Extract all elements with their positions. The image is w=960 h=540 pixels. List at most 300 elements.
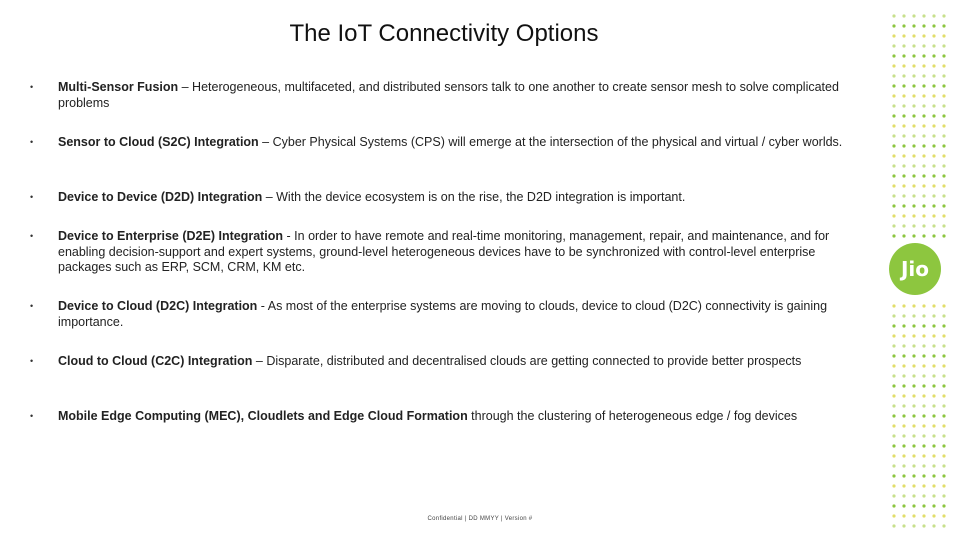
decorative-dot [922, 484, 925, 487]
decorative-dot [892, 134, 895, 137]
decorative-dot [892, 444, 895, 447]
decorative-dot [892, 464, 895, 467]
decorative-dot [892, 304, 895, 307]
decorative-dot [932, 174, 935, 177]
bullet-text: through the clustering of heterogeneous edge / fog devices [467, 409, 798, 423]
decorative-dot [942, 34, 945, 37]
decorative-dot [922, 44, 925, 47]
decorative-dot [892, 474, 895, 477]
decorative-dot [902, 454, 905, 457]
decorative-dot [932, 214, 935, 217]
decorative-dot [922, 524, 925, 527]
decorative-dot [932, 54, 935, 57]
decorative-dot [932, 114, 935, 117]
decorative-dot [902, 24, 905, 27]
decorative-dot [942, 134, 945, 137]
decorative-dot [922, 424, 925, 427]
decorative-dot [912, 494, 915, 497]
decorative-dot [922, 454, 925, 457]
bullet-text: – With the device ecosystem is on the rise, the D2D integration is important. [262, 190, 686, 204]
decorative-dot [942, 234, 945, 237]
decorative-dot [902, 404, 905, 407]
decorative-dot [922, 514, 925, 517]
decorative-dot [912, 434, 915, 437]
decorative-dot [892, 384, 895, 387]
decorative-dot [902, 194, 905, 197]
decorative-dot [912, 214, 915, 217]
decorative-dot [942, 64, 945, 67]
decorative-dot [932, 404, 935, 407]
decorative-dot [902, 224, 905, 227]
decorative-dot [892, 354, 895, 357]
decorative-dot [912, 24, 915, 27]
decorative-dot [922, 14, 925, 17]
decorative-dot [932, 424, 935, 427]
decorative-dot [912, 404, 915, 407]
decorative-dot [932, 14, 935, 17]
decorative-dot [932, 474, 935, 477]
decorative-dot [942, 24, 945, 27]
decorative-dot [942, 164, 945, 167]
decorative-dot [902, 514, 905, 517]
decorative-dot [892, 424, 895, 427]
decorative-dot [902, 104, 905, 107]
decorative-dot [902, 524, 905, 527]
decorative-dot [932, 344, 935, 347]
decorative-dot [932, 124, 935, 127]
decorative-dot [912, 114, 915, 117]
decorative-dot [932, 314, 935, 317]
decorative-dot [902, 144, 905, 147]
decorative-dot [942, 104, 945, 107]
decorative-dot [902, 414, 905, 417]
footer-text: Confidential | DD MMYY | Version # [427, 516, 533, 522]
decorative-dot [932, 504, 935, 507]
decorative-dot [922, 354, 925, 357]
decorative-dot [892, 344, 895, 347]
decorative-dot [942, 74, 945, 77]
decorative-dot [892, 174, 895, 177]
decorative-dot [922, 64, 925, 67]
decorative-dot [902, 74, 905, 77]
decorative-dot [922, 474, 925, 477]
decorative-dot [912, 424, 915, 427]
decorative-dot [932, 384, 935, 387]
decorative-dot [922, 94, 925, 97]
decorative-dot [902, 394, 905, 397]
decorative-dot [912, 164, 915, 167]
decorative-dot [892, 314, 895, 317]
bullet-dot: • [30, 137, 34, 147]
decorative-dot [942, 184, 945, 187]
decorative-dot [892, 454, 895, 457]
decorative-dot [942, 514, 945, 517]
decorative-dot [922, 104, 925, 107]
decorative-dot [932, 524, 935, 527]
decorative-dot [932, 494, 935, 497]
decorative-dot [932, 134, 935, 137]
decorative-dot [922, 344, 925, 347]
decorative-dot [912, 174, 915, 177]
bullet-dot: • [30, 231, 34, 241]
decorative-dot [912, 64, 915, 67]
decorative-dot [902, 44, 905, 47]
decorative-dot [932, 444, 935, 447]
decorative-dot [942, 154, 945, 157]
decorative-dot [912, 84, 915, 87]
decorative-dot [942, 454, 945, 457]
decorative-dot [932, 44, 935, 47]
decorative-dot [912, 384, 915, 387]
decorative-dot [912, 224, 915, 227]
decorative-dot [922, 194, 925, 197]
decorative-dot [932, 154, 935, 157]
decorative-dot [892, 94, 895, 97]
decorative-dot [942, 494, 945, 497]
decorative-dot [942, 304, 945, 307]
decorative-dot [942, 224, 945, 227]
decorative-dot [932, 394, 935, 397]
decorative-dot [892, 54, 895, 57]
decorative-dot [912, 454, 915, 457]
decorative-dot [932, 414, 935, 417]
decorative-dot [932, 24, 935, 27]
decorative-dot [912, 74, 915, 77]
decorative-dot [902, 174, 905, 177]
decorative-dot [912, 44, 915, 47]
decorative-dot [922, 434, 925, 437]
decorative-dot [912, 514, 915, 517]
decorative-dot [892, 144, 895, 147]
decorative-dot [922, 464, 925, 467]
decorative-dot [912, 304, 915, 307]
decorative-dot [922, 204, 925, 207]
decorative-dot [932, 514, 935, 517]
bullet-item [30, 299, 870, 330]
bullet-text: - As most of the enterprise systems are moving to clouds, device to cloud (D2C) connectivity is gaining importance. [58, 299, 828, 329]
bullet-dot: • [30, 301, 34, 311]
decorative-dot [892, 404, 895, 407]
decorative-dot [892, 104, 895, 107]
decorative-dot [912, 474, 915, 477]
decorative-dot [902, 124, 905, 127]
decorative-dot [892, 44, 895, 47]
decorative-dot [902, 364, 905, 367]
decorative-dot [942, 194, 945, 197]
decorative-dot [942, 44, 945, 47]
decorative-dot [942, 144, 945, 147]
decorative-dot [902, 374, 905, 377]
decorative-dot [942, 204, 945, 207]
decorative-dot [932, 304, 935, 307]
decorative-dot [892, 34, 895, 37]
decorative-dot [922, 164, 925, 167]
bullet-heading: Multi-Sensor Fusion [58, 80, 179, 94]
decorative-dot [892, 114, 895, 117]
decorative-dot [892, 184, 895, 187]
decorative-dot [912, 394, 915, 397]
decorative-dot [942, 434, 945, 437]
decorative-dot [902, 384, 905, 387]
decorative-dot [932, 364, 935, 367]
decorative-dot [942, 354, 945, 357]
decorative-dot [902, 354, 905, 357]
bullet-dot: • [30, 82, 34, 92]
decorative-dot [922, 214, 925, 217]
decorative-dot [902, 14, 905, 17]
decorative-dot [892, 394, 895, 397]
decorative-dot [932, 354, 935, 357]
bullet-heading: Device to Cloud (D2C) Integration [58, 299, 258, 313]
decorative-dot [902, 164, 905, 167]
decorative-dot [922, 24, 925, 27]
decorative-dot [892, 324, 895, 327]
decorative-dot [902, 84, 905, 87]
decorative-dot [922, 234, 925, 237]
decorative-dot [902, 204, 905, 207]
decorative-dot [922, 124, 925, 127]
decorative-dot [922, 144, 925, 147]
decorative-dot [912, 504, 915, 507]
decorative-dot [922, 364, 925, 367]
decorative-dot [902, 234, 905, 237]
decorative-dot [922, 394, 925, 397]
decorative-dot [902, 424, 905, 427]
decorative-dot [912, 354, 915, 357]
decorative-dot [892, 214, 895, 217]
decorative-dot [912, 104, 915, 107]
decorative-dot [922, 334, 925, 337]
jio-logo [889, 243, 941, 295]
decorative-dot [892, 204, 895, 207]
decorative-dot [922, 414, 925, 417]
bullet-item [30, 190, 870, 206]
bullet-heading: Device to Device (D2D) Integration [58, 190, 263, 204]
decorative-dot [942, 384, 945, 387]
decorative-dot [902, 494, 905, 497]
decorative-dot [942, 364, 945, 367]
decorative-dot [942, 474, 945, 477]
decorative-dot [922, 224, 925, 227]
decorative-dot [902, 444, 905, 447]
decorative-dot [932, 94, 935, 97]
decorative-dot [892, 124, 895, 127]
decorative-dot [912, 34, 915, 37]
decorative-dot [902, 344, 905, 347]
decorative-dot [892, 164, 895, 167]
decorative-dot [892, 194, 895, 197]
decorative-dot [892, 234, 895, 237]
decorative-dot [912, 374, 915, 377]
decorative-dot [922, 34, 925, 37]
decorative-dot [932, 84, 935, 87]
decorative-dot [912, 324, 915, 327]
decorative-dot [942, 334, 945, 337]
decorative-dot [942, 314, 945, 317]
decorative-dot [922, 444, 925, 447]
decorative-dot [912, 314, 915, 317]
decorative-dot [912, 194, 915, 197]
decorative-dot [932, 74, 935, 77]
decorative-dot [922, 134, 925, 137]
bullet-text: – Disparate, distributed and decentralised clouds are getting connected to provide better prospects [252, 354, 802, 368]
decorative-dot [922, 74, 925, 77]
decorative-dot [932, 144, 935, 147]
decorative-dot [912, 414, 915, 417]
decorative-dot [932, 184, 935, 187]
decorative-dot [942, 464, 945, 467]
decorative-dot [902, 34, 905, 37]
bullet-dot: • [30, 192, 34, 202]
decorative-dot [942, 394, 945, 397]
decorative-dot [942, 404, 945, 407]
decorative-dot [892, 84, 895, 87]
bullet-text: – Heterogeneous, multifaceted, and distributed sensors talk to one another to create sensor mesh to solve complicated problems [58, 80, 839, 110]
decorative-dot [942, 414, 945, 417]
decorative-dot [932, 224, 935, 227]
decorative-dot [892, 494, 895, 497]
decorative-dot [942, 14, 945, 17]
decorative-dot [892, 374, 895, 377]
decorative-dot [942, 84, 945, 87]
decorative-dot [892, 74, 895, 77]
decorative-dot [912, 94, 915, 97]
logo-text: Jio [900, 257, 930, 281]
decorative-dot [912, 124, 915, 127]
decorative-dot [922, 184, 925, 187]
decorative-dot [922, 314, 925, 317]
decorative-dot [932, 464, 935, 467]
decorative-dot [902, 304, 905, 307]
decorative-dot [902, 504, 905, 507]
decorative-dot [922, 384, 925, 387]
decorative-dot [932, 164, 935, 167]
decorative-dot [942, 114, 945, 117]
decorative-dot [942, 524, 945, 527]
decorative-dot [902, 434, 905, 437]
decorative-dot [942, 484, 945, 487]
decorative-dot [912, 464, 915, 467]
decorative-dot [902, 134, 905, 137]
decorative-dot [922, 504, 925, 507]
decorative-dot [932, 374, 935, 377]
decorative-dot [892, 154, 895, 157]
bullet-heading: Mobile Edge Computing (MEC), Cloudlets and Edge Cloud Formation [58, 409, 468, 423]
decorative-dot [932, 104, 935, 107]
bullet-item [30, 354, 870, 370]
decorative-dot [902, 484, 905, 487]
decorative-dot [912, 134, 915, 137]
decorative-dot [892, 24, 895, 27]
decorative-dot [922, 494, 925, 497]
decorative-dot [922, 374, 925, 377]
decorative-dot [912, 204, 915, 207]
decorative-dot [912, 184, 915, 187]
decorative-dot [942, 54, 945, 57]
decorative-dot [892, 484, 895, 487]
decorative-dot [942, 344, 945, 347]
decorative-dot [922, 54, 925, 57]
decorative-dot [922, 114, 925, 117]
decorative-dot [922, 324, 925, 327]
decorative-dot [902, 214, 905, 217]
bullet-dot: • [30, 411, 34, 421]
decorative-dot [942, 444, 945, 447]
decorative-dot [892, 414, 895, 417]
decorative-dot [902, 324, 905, 327]
decorative-dot [902, 474, 905, 477]
decorative-dot [912, 334, 915, 337]
decorative-dot [902, 334, 905, 337]
slide-title: The IoT Connectivity Options [289, 20, 599, 47]
decorative-dot [912, 364, 915, 367]
decorative-dot [912, 14, 915, 17]
decorative-dot [902, 464, 905, 467]
decorative-dot [922, 404, 925, 407]
decorative-dot [942, 214, 945, 217]
bullet-text: – Cyber Physical Systems (CPS) will emerge at the intersection of the physical and virtual / cyber worlds. [258, 135, 843, 149]
decorative-dot [932, 34, 935, 37]
decorative-dot [932, 234, 935, 237]
decorative-dot [932, 434, 935, 437]
decorative-dot [942, 124, 945, 127]
decorative-dot [902, 114, 905, 117]
decorative-dot [932, 194, 935, 197]
decorative-dot [912, 234, 915, 237]
decorative-dot [892, 504, 895, 507]
decorative-dot [922, 304, 925, 307]
decorative-dot [892, 14, 895, 17]
bullet-item [30, 229, 870, 276]
decorative-dot [932, 334, 935, 337]
decorative-dot [932, 204, 935, 207]
decorative-dot [902, 64, 905, 67]
bullet-item [30, 135, 870, 151]
decorative-dot [892, 434, 895, 437]
decorative-dot [912, 444, 915, 447]
bullet-dot: • [30, 356, 34, 366]
decorative-dot [932, 64, 935, 67]
bullet-item [30, 80, 870, 111]
decorative-dot [912, 344, 915, 347]
decorative-dot [902, 54, 905, 57]
decorative-dot [902, 184, 905, 187]
decorative-dot [912, 524, 915, 527]
decorative-dot [942, 324, 945, 327]
decorative-dot [932, 484, 935, 487]
decorative-dot [892, 224, 895, 227]
decorative-dot [892, 364, 895, 367]
decorative-dot [922, 84, 925, 87]
decorative-dot [922, 174, 925, 177]
decorative-dot [912, 54, 915, 57]
bullet-text: - In order to have remote and real-time monitoring, management, repair, and maintenance, and for enabling decision-support and expert systems, ground-level heterogeneous devices have to be synchronized with control-level enterprise packages such as ERP, SCM, CRM, KM etc. [58, 229, 830, 274]
decorative-dot [942, 424, 945, 427]
decorative-dot [902, 94, 905, 97]
decorative-dot [942, 504, 945, 507]
decorative-dot [942, 174, 945, 177]
bullet-heading: Device to Enterprise (D2E) Integration [58, 229, 284, 243]
decorative-dot [922, 154, 925, 157]
bullet-heading: Cloud to Cloud (C2C) Integration [58, 354, 253, 368]
decorative-dot [902, 314, 905, 317]
decorative-dot [892, 64, 895, 67]
decorative-dot [932, 454, 935, 457]
decorative-dot [902, 154, 905, 157]
decorative-dot [892, 334, 895, 337]
decorative-dot [912, 154, 915, 157]
decorative-dot [912, 484, 915, 487]
